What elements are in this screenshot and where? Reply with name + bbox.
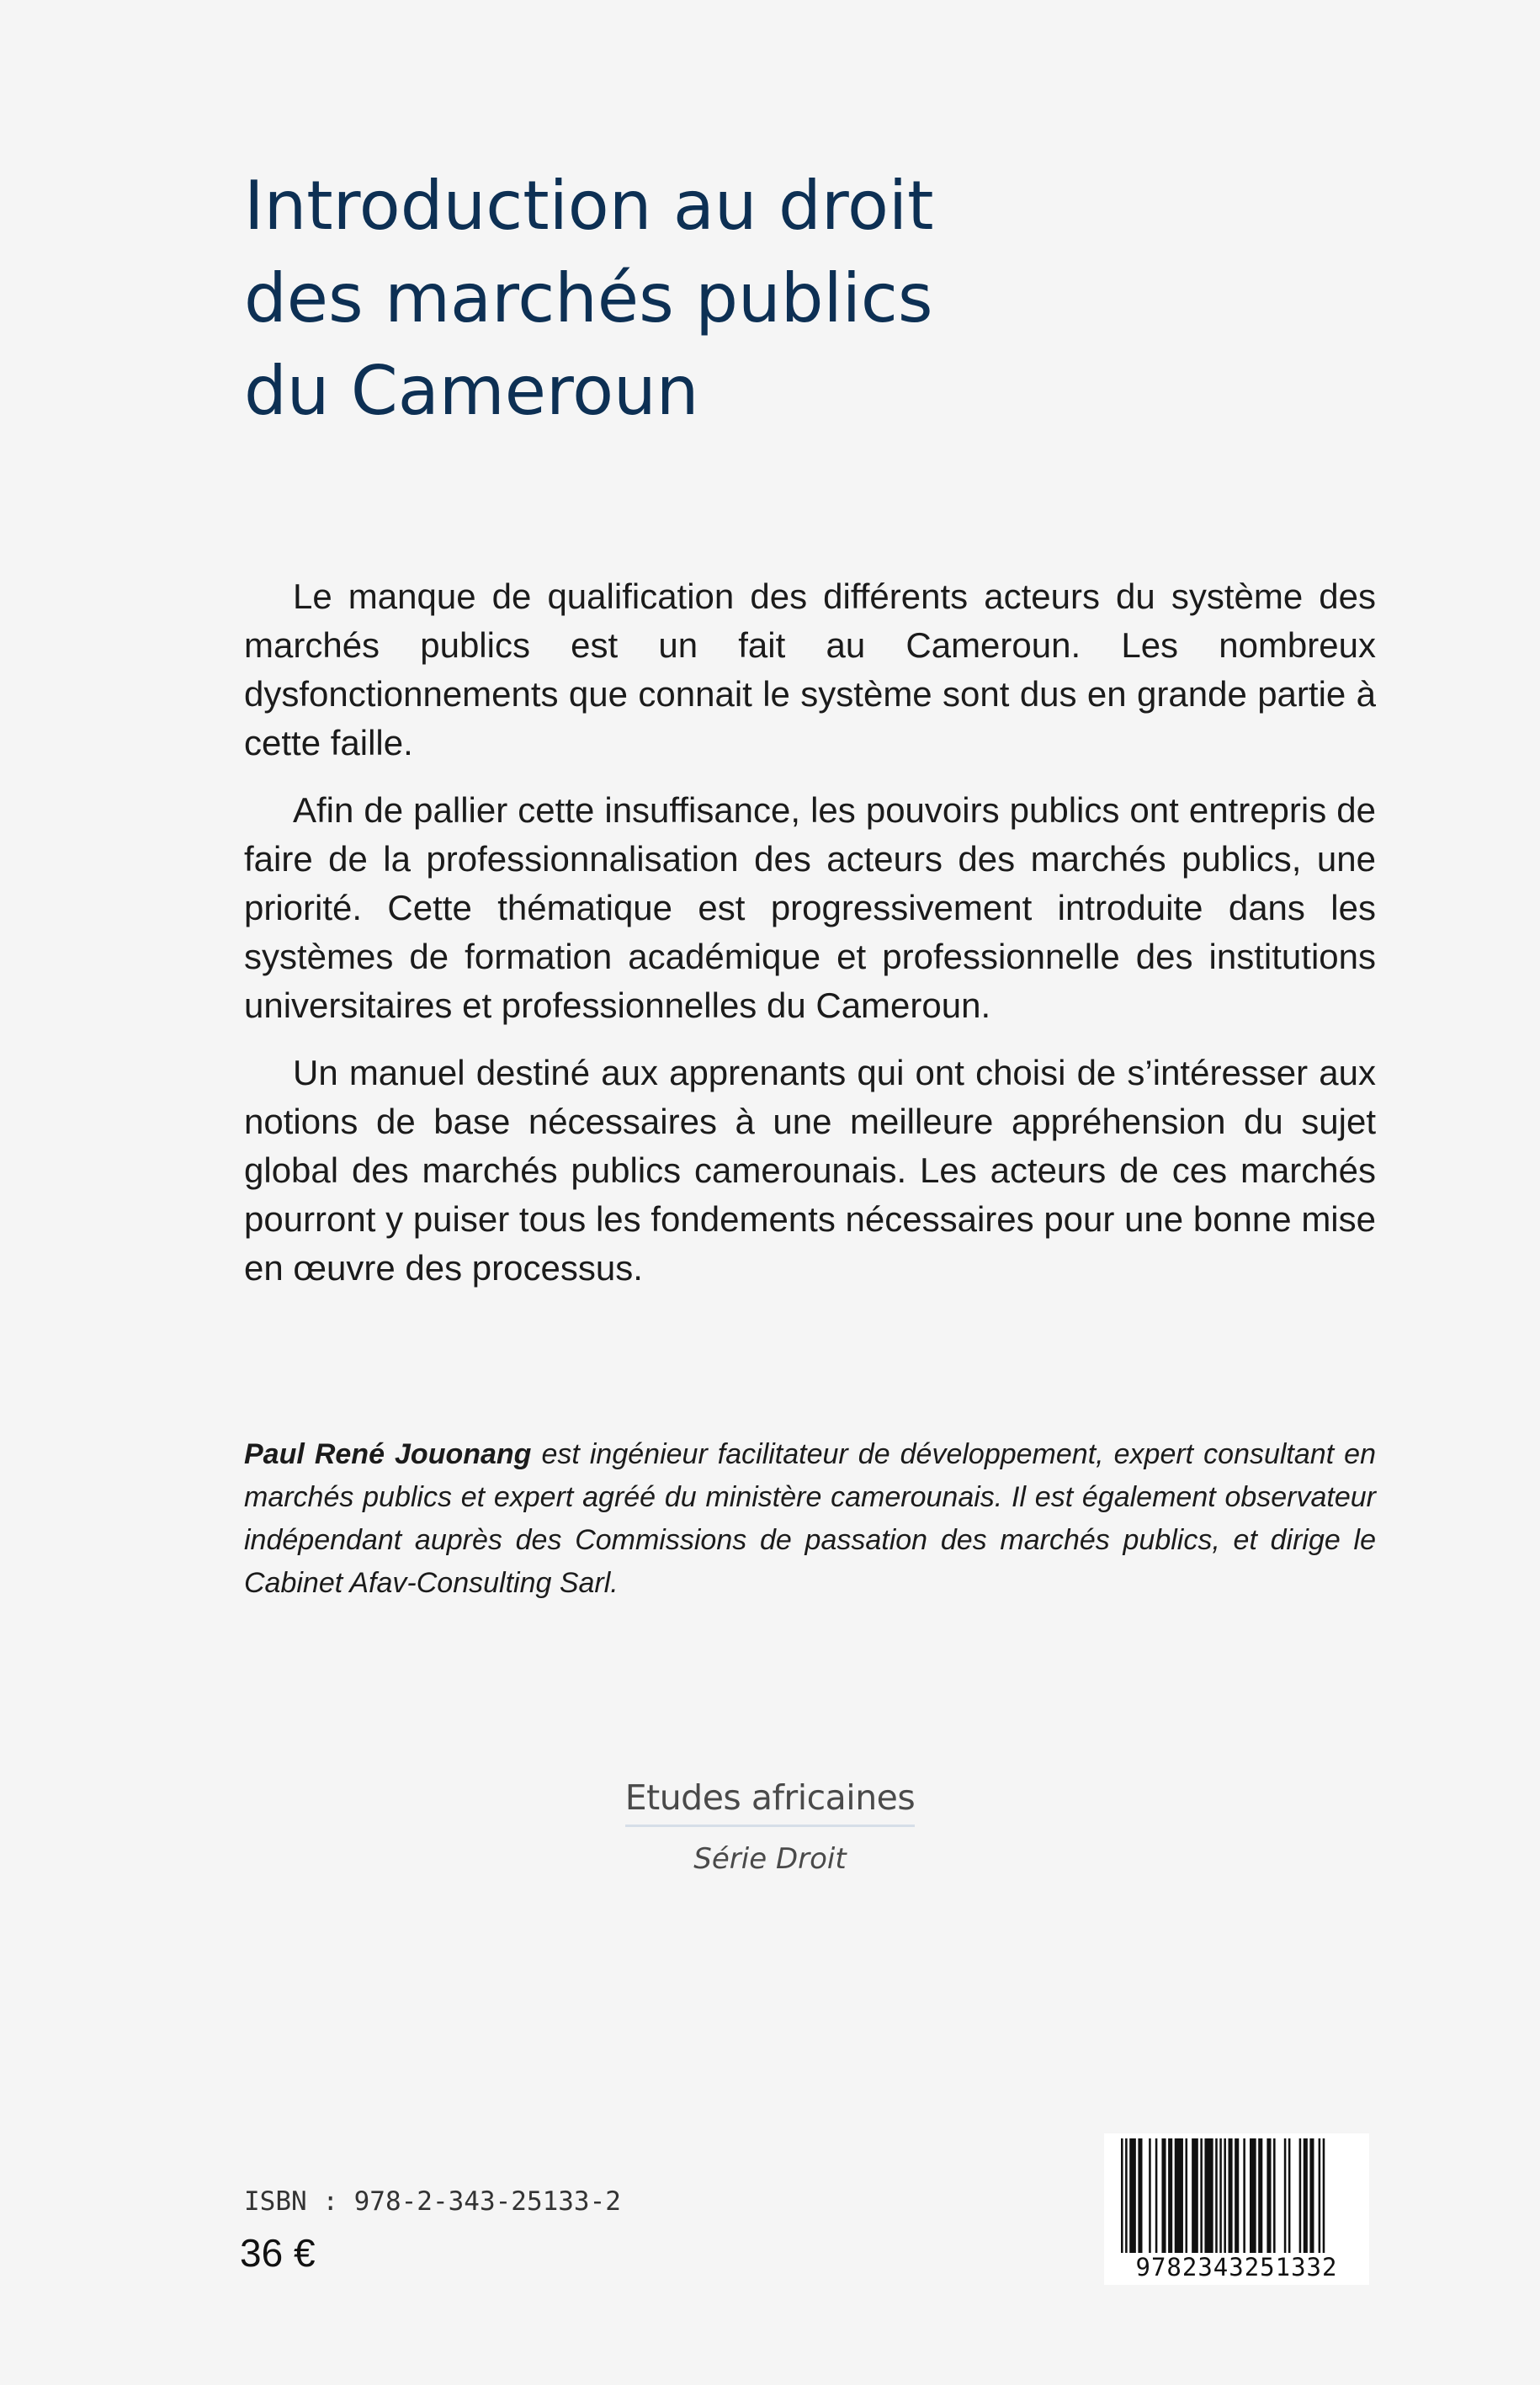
barcode-bar: [1243, 2138, 1245, 2253]
barcode-bar: [1224, 2138, 1226, 2253]
back-cover-blurb: [244, 572, 1376, 1311]
barcode-bar: [1215, 2138, 1218, 2253]
barcode-bar: [1258, 2138, 1262, 2253]
barcode-bar: [1149, 2138, 1151, 2253]
barcode-bar: [1155, 2138, 1158, 2253]
barcode-bar: [1121, 2138, 1123, 2253]
price-label: 36 €: [240, 2231, 316, 2275]
barcode-bar: [1161, 2138, 1166, 2253]
collection-name: Etudes africaines: [625, 1777, 916, 1827]
title-line-2: des marchés publics: [244, 259, 933, 337]
barcode: [1104, 2133, 1369, 2285]
barcode-bar: [1125, 2138, 1128, 2253]
barcode-bar: [1304, 2138, 1308, 2253]
barcode-bar: [1175, 2138, 1183, 2253]
barcode-bar: [1235, 2138, 1239, 2253]
barcode-bars: [1104, 2133, 1369, 2255]
author-bio-text: est ingénieur facilitateur de développement, expert consultant en marchés publics et expert agréé du ministère camerounais. Il est également observateur indépendant auprès des Commissions de passation des marchés publics, et dirige le Cabinet Afav-Consulting Sarl.: [244, 1438, 1376, 1599]
book-title: [244, 160, 1422, 438]
barcode-bar: [1250, 2138, 1256, 2253]
barcode-bar: [1200, 2138, 1203, 2253]
author-bio: [244, 1433, 1376, 1605]
barcode-bar: [1288, 2138, 1291, 2253]
barcode-bar: [1299, 2138, 1302, 2253]
barcode-bar: [1168, 2138, 1172, 2253]
isbn-label: ISBN : 978-2-343-25133-2: [244, 2186, 621, 2217]
collection-block: [0, 1777, 1540, 1876]
barcode-bar: [1192, 2138, 1198, 2253]
barcode-bar: [1219, 2138, 1222, 2253]
barcode-bar: [1309, 2138, 1314, 2253]
blurb-paragraph-3: Un manuel destiné aux apprenants qui ont choisi de s’intéresser aux notions de base nécessaires à une meilleure appréhension du sujet global des marchés publics camerounais. Les acteurs de ces marchés pourront y puiser tous les fondements nécessaires pour une bonne mise en œuvre des processus.: [244, 1053, 1376, 1288]
barcode-bar: [1229, 2138, 1233, 2253]
barcode-bar: [1186, 2138, 1188, 2253]
barcode-bar: [1273, 2138, 1276, 2253]
barcode-bar: [1284, 2138, 1287, 2253]
barcode-bar: [1129, 2138, 1136, 2253]
blurb-paragraph-2: Afin de pallier cette insuffisance, les pouvoirs publics ont entrepris de faire de la professionnalisation des acteurs des marchés publics, une priorité. Cette thématique est progressivement introduite dans les systèmes de formation académique et professionnelle des institutions universitaires et professionnelles du Cameroun.: [244, 790, 1376, 1025]
barcode-bar: [1267, 2138, 1271, 2253]
title-line-1: Introduction au droit: [244, 167, 934, 245]
barcode-bar: [1138, 2138, 1142, 2253]
blurb-paragraph-1: Le manque de qualification des différents acteurs du système des marchés publics est un fait au Cameroun. Les nombreux dysfonctionnements que connait le système sont dus en grande partie à cette faille.: [244, 576, 1376, 762]
barcode-bar: [1204, 2138, 1213, 2253]
barcode-bar: [1323, 2138, 1325, 2253]
author-name: Paul René Jouonang: [244, 1438, 532, 1470]
barcode-bar: [1319, 2138, 1321, 2253]
series-name: Série Droit: [693, 1842, 847, 1876]
title-line-3: du Cameroun: [244, 352, 699, 430]
barcode-digits: 9782343251332: [1135, 2253, 1338, 2281]
